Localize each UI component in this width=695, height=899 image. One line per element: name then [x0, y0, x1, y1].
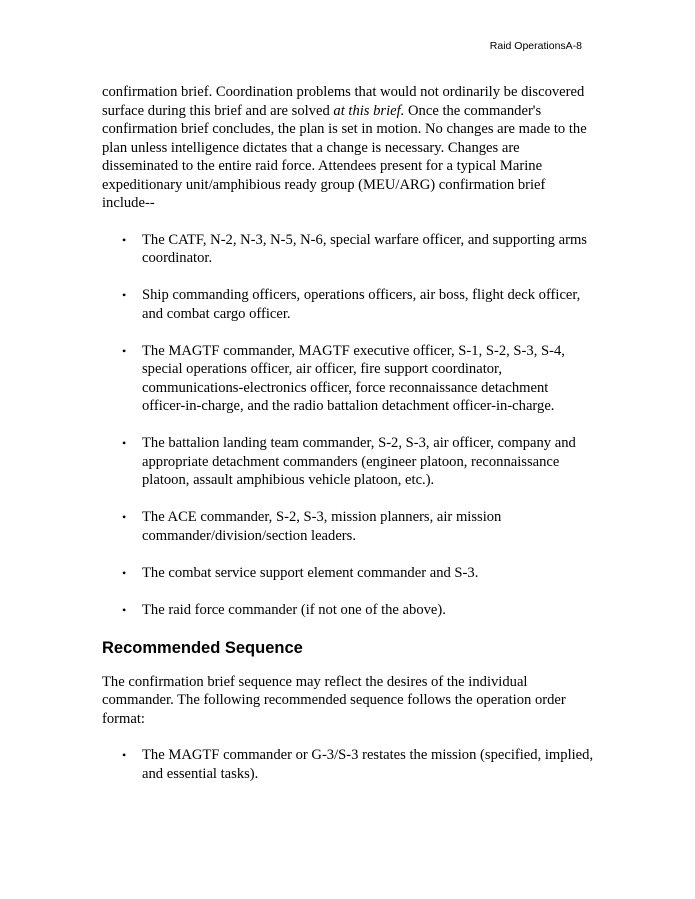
bullet-icon: • [122, 343, 127, 358]
list-item-text: The MAGTF commander, MAGTF executive officer, S-1, S-2, S-3, S-4, special operations officer, air officer, fire support coordinator, communications-electronics officer, force reconnaissance detachment officer-in-charge, and the radio battalion detachment officer-in-charge. [142, 342, 565, 414]
bullet-icon: • [122, 510, 127, 524]
bullet-icon: • [122, 748, 127, 762]
bullet-icon: • [122, 602, 127, 617]
intro-emphasis: at this brief. [333, 102, 405, 119]
bullet-icon: • [122, 565, 127, 580]
intro-paragraph [102, 83, 594, 213]
list-item [102, 342, 594, 416]
list-item-text: The battalion landing team commander, S-2, S-3, air officer, company and appropriate detachment commanders (engineer platoon, reconnaissance platoon, assault amphibious vehicle platoon, etc.). [142, 435, 576, 488]
list-item-text: The combat service support element commander and S-3. [142, 564, 479, 581]
list-item-text: The CATF, N-2, N-3, N-5, N-6, special warfare officer, and supporting arms coordinator. [142, 231, 587, 266]
attendee-list [102, 231, 594, 620]
bullet-icon: • [122, 288, 127, 302]
section-heading: Recommended Sequence [102, 638, 303, 657]
list-item [102, 564, 594, 583]
sequence-list [102, 746, 594, 783]
bullet-icon: • [122, 436, 127, 450]
list-item-text: The raid force commander (if not one of the above). [142, 601, 446, 618]
list-item [102, 601, 594, 620]
list-item-text: Ship commanding officers, operations officers, air boss, flight deck officer, and combat cargo officer. [142, 287, 581, 322]
list-item [102, 286, 594, 323]
bullet-icon: • [122, 232, 127, 247]
intro-text-2: Once the commander's confirmation brief concludes, the plan is set in motion. No changes are made to the plan unless intelligence dictates that a change is necessary. Changes are disseminated to the entire raid force. Attendees present for a typical Marine expeditionary unit/amphibious ready group (MEU/ARG) confirmation brief include-- [102, 102, 587, 211]
list-item-text: The ACE commander, S-2, S-3, mission planners, air mission commander/division/section leaders. [142, 509, 502, 544]
list-item [102, 231, 594, 268]
intro-text-1: confirmation brief. Coordination problems that would not ordinarily be discovered surface during this brief and are solved [102, 84, 585, 119]
sequence-intro-paragraph: The confirmation brief sequence may reflect the desires of the individual commander. The following recommended sequence follows the operation order format: [102, 673, 566, 727]
list-item [102, 508, 594, 545]
list-item-text: The MAGTF commander or G-3/S-3 restates the mission (specified, implied, and essential tasks). [142, 747, 594, 782]
page-body [102, 83, 594, 802]
running-header: Raid OperationsA-8 [489, 40, 582, 52]
list-item [102, 746, 594, 783]
list-item [102, 434, 594, 490]
